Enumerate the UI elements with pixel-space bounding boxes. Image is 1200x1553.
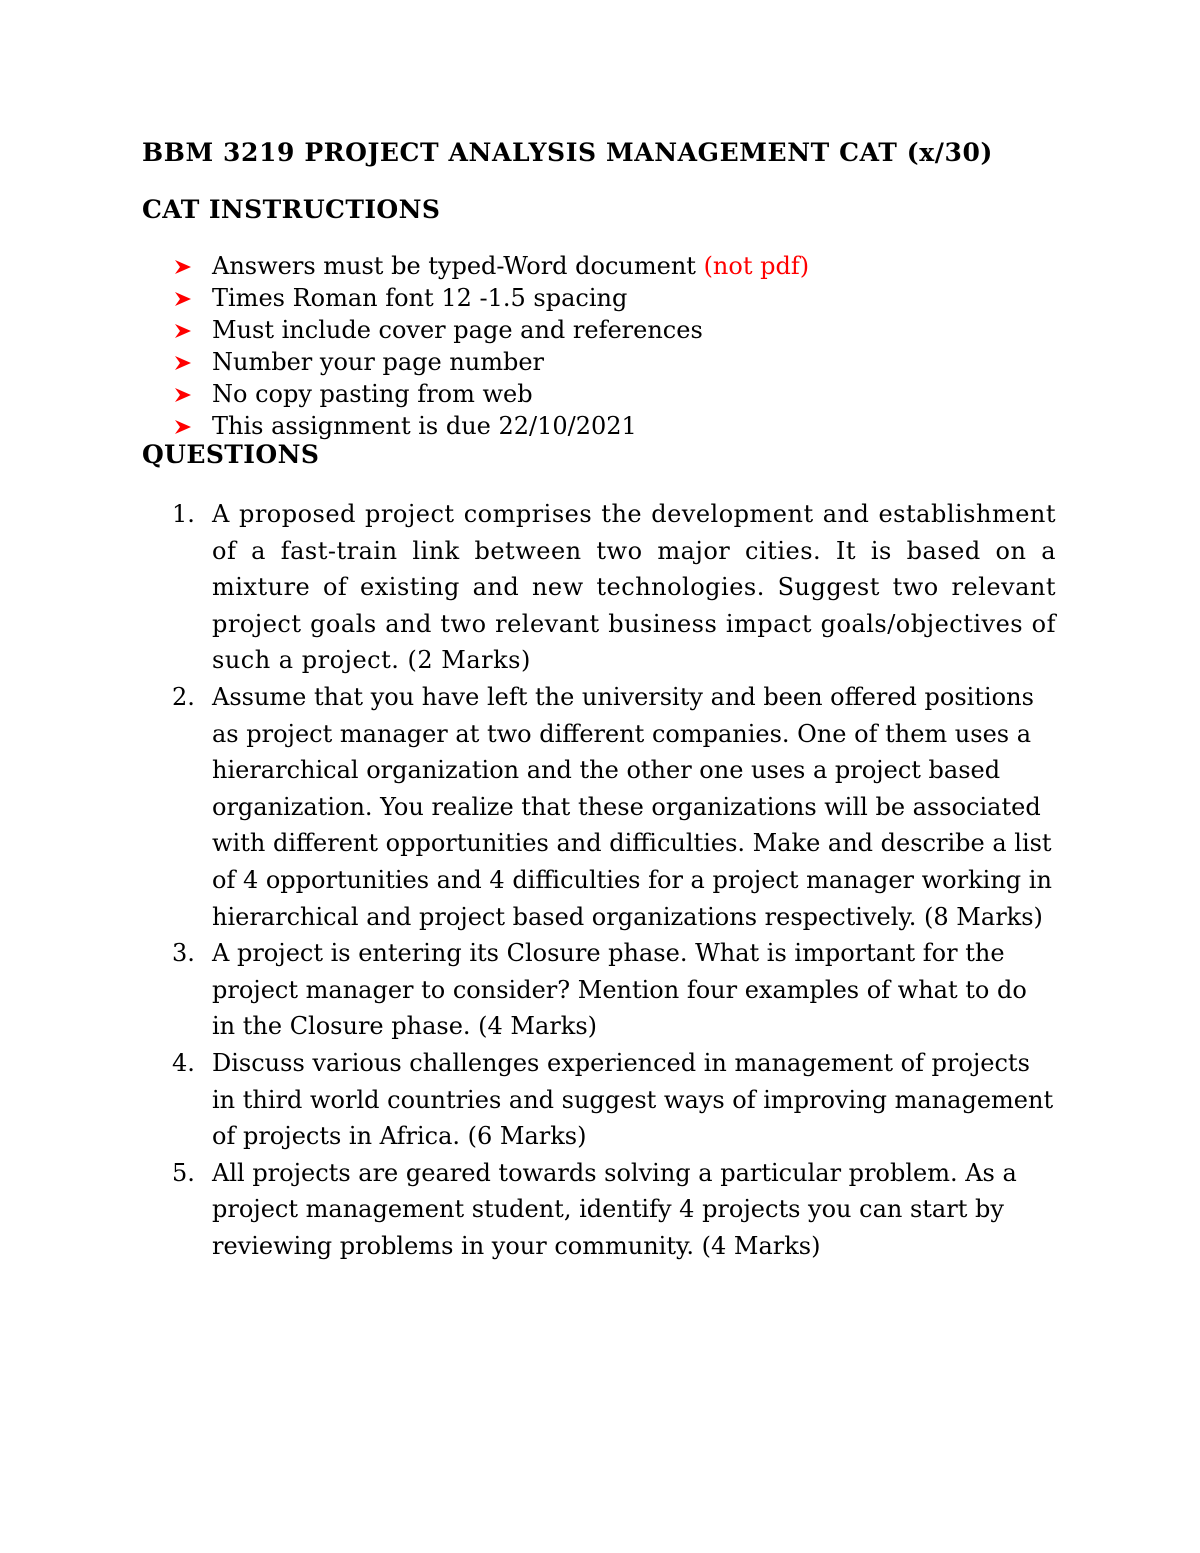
instruction-text: This assignment is due 22/10/2021 bbox=[212, 412, 637, 440]
question-number: 4. bbox=[172, 1048, 195, 1077]
arrowhead-bullet-icon bbox=[174, 323, 192, 339]
instruction-highlight: (not pdf) bbox=[703, 252, 810, 280]
questions-heading: QUESTIONS bbox=[142, 440, 320, 469]
question-text: Assume that you have left the university and been offered positions as project manager at two different companies. One of them uses a hierarchical organization and the other one uses a project based organization. You realize that these organizations will be associated with different opportunities and difficulties. Make and describe a list of 4 opportunities and 4 difficulties for a project manager working in hierarchical and project based organizations respectively. (8 Marks) bbox=[212, 682, 1052, 931]
question-number: 5. bbox=[172, 1158, 195, 1187]
arrowhead-bullet-icon bbox=[174, 355, 192, 371]
question-item bbox=[172, 1155, 1056, 1265]
question-number: 3. bbox=[172, 939, 195, 968]
instruction-text: Must include cover page and references bbox=[212, 316, 703, 344]
list-item bbox=[172, 378, 809, 410]
question-item bbox=[172, 935, 1056, 1045]
arrowhead-bullet-icon bbox=[174, 291, 192, 307]
arrowhead-bullet-icon bbox=[174, 259, 192, 275]
document-title: BBM 3219 PROJECT ANALYSIS MANAGEMENT CAT (x/30) bbox=[142, 138, 993, 167]
question-item bbox=[172, 1045, 1056, 1155]
question-text: A project is entering its Closure phase. What is important for the project manager to consider? Mention four examples of what to do in the Closure phase. (4 Marks) bbox=[212, 939, 1027, 1041]
questions-list bbox=[172, 496, 1056, 1264]
list-item bbox=[172, 250, 809, 282]
question-text: A proposed project comprises the development and establishment of a fast-train link between two major cities. It is based on a mixture of existing and new technologies. Suggest two relevant project goals and two relevant business impact goals/objectives of such a project. (2 Marks) bbox=[212, 500, 1056, 675]
list-item bbox=[172, 410, 809, 442]
question-text: All projects are geared towards solving a particular problem. As a project management student, identify 4 projects you can start by reviewing problems in your community. (4 Marks) bbox=[212, 1158, 1017, 1260]
list-item bbox=[172, 282, 809, 314]
question-number: 1. bbox=[172, 500, 195, 528]
instructions-heading: CAT INSTRUCTIONS bbox=[142, 195, 441, 224]
list-item bbox=[172, 314, 809, 346]
arrowhead-bullet-icon bbox=[174, 419, 192, 435]
instruction-text: Times Roman font 12 -1.5 spacing bbox=[212, 284, 628, 312]
instructions-list bbox=[172, 250, 809, 442]
arrowhead-bullet-icon bbox=[174, 387, 192, 403]
question-item bbox=[172, 496, 1056, 679]
question-item bbox=[172, 679, 1056, 935]
list-item bbox=[172, 346, 809, 378]
question-number: 2. bbox=[172, 682, 195, 711]
question-text: Discuss various challenges experienced in management of projects in third world countries and suggest ways of improving management of projects in Africa. (6 Marks) bbox=[212, 1048, 1054, 1151]
instruction-text: Answers must be typed-Word document bbox=[212, 252, 704, 280]
instruction-text: Number your page number bbox=[212, 348, 545, 376]
instruction-text: No copy pasting from web bbox=[212, 380, 533, 408]
